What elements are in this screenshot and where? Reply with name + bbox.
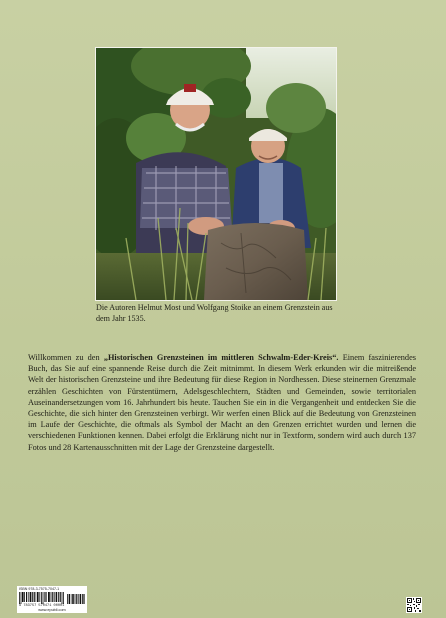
qr-code-icon bbox=[406, 597, 422, 613]
addon-digits: 00001 bbox=[53, 604, 65, 608]
blurb-text: Einem faszinierendes Buch, das Sie auf eine spannende Reise durch die Zeit mitnimmt. In diesem Werk erkunden wir die mitreißende Welt der historischen Grenzsteine und ihre Bedeutung für diese Region in Nordhessen. Diese steinernen Grenzmale erzählen Geschichten von Fürstentümern, Adelsgeschlechtern, Städten und Gemeinden, sowie territorialen Auseinandersetzungen vom 16. Jahrhundert bis heute. Tauchen Sie ein in die Vergangenheit und entdecken Sie die Geschichte, die sich hinter den Grenzsteinen verbirgt. Wir werfen einen Blick auf die Bedeutung von Grenzsteinen im Laufe der Geschichte, die oftmals als Symbol der Macht an den Grenzen errichtet wurden und lernen die verschiedenen Funktionen kennen. Dabei erfolgt die Erklärung nicht nur in Textform, sondern wird auch durch 137 Fotos und 28 Kartenausschnitten mit der Lage der Grenzsteine dargestellt. bbox=[28, 353, 416, 452]
blurb-book-title: „Historischen Grenzsteinen im mittleren Schwalm-Eder-Kreis“. bbox=[103, 353, 339, 362]
ean-digits: 9 783757 570471 bbox=[19, 604, 52, 608]
isbn-label: ISBN 978-3-7575-7047-1 bbox=[19, 587, 60, 591]
publisher-url: www.epubli.com bbox=[38, 608, 66, 612]
photo-caption: Die Autoren Helmut Most und Wolfgang Stoike an einem Grenzstein aus dem Jahr 1535. bbox=[96, 303, 333, 323]
barcode-bars-graphic bbox=[19, 592, 85, 604]
blurb-paragraph bbox=[28, 352, 416, 453]
blurb-intro: Willkommen zu den bbox=[28, 353, 104, 362]
author-photo bbox=[95, 47, 337, 301]
isbn-barcode bbox=[17, 586, 87, 613]
